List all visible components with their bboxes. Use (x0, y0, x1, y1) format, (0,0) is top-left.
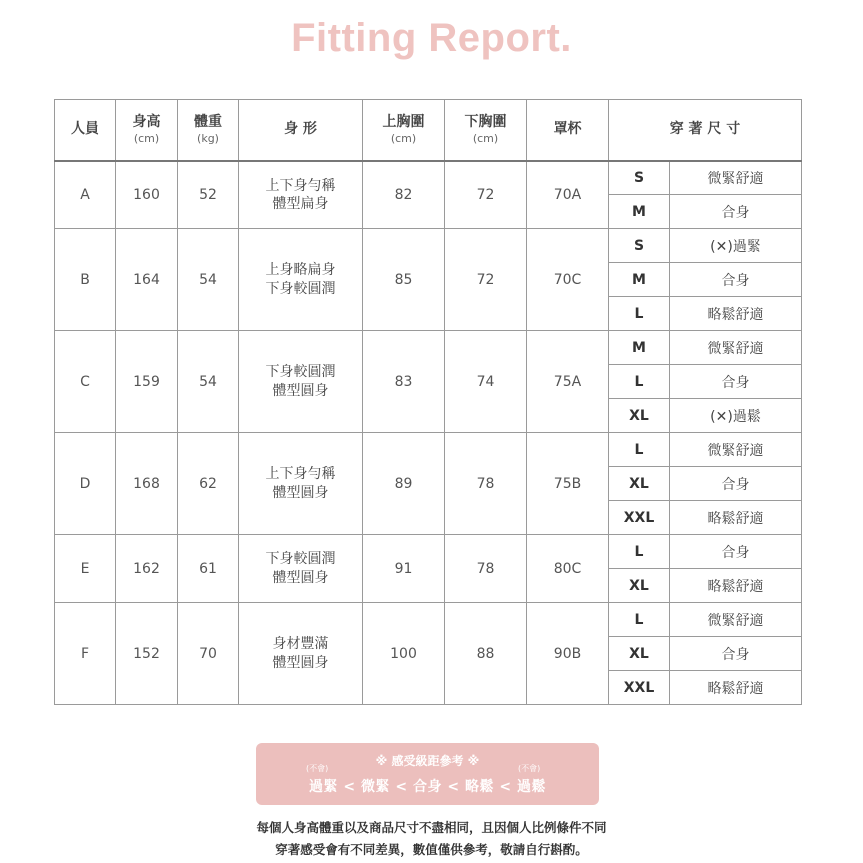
cell-weight: 54 (178, 331, 239, 433)
cell-fit-feel: 微緊舒適 (670, 161, 802, 195)
cell-weight: 54 (178, 229, 239, 331)
cell-fit-feel: 微緊舒適 (670, 331, 802, 365)
cell-height: 159 (116, 331, 178, 433)
body-shape-line: 下身較圓潤 (265, 551, 336, 568)
cell-weight: 61 (178, 535, 239, 603)
header-weight: 體重 (kg) (178, 100, 239, 161)
body-shape-line: 下身較圓潤 (265, 364, 336, 381)
cell-fit-feel: 合身 (670, 263, 802, 297)
legend-scale: 過緊 < 微緊 < 合身 < 略鬆 < 過鬆 (309, 779, 546, 795)
cell-person: F (55, 603, 116, 705)
page-title: Fitting Report. (291, 16, 572, 60)
header-lower-chest: 下胸圍 (cm) (445, 100, 527, 161)
body-shape-line: 體型圓身 (272, 484, 329, 501)
cell-weight: 52 (178, 161, 239, 229)
cell-fit-size: XL (609, 637, 670, 671)
cell-fit-size: S (609, 229, 670, 263)
cell-fit-feel: 合身 (670, 195, 802, 229)
cell-fit-size: L (609, 535, 670, 569)
cell-upper-chest: 100 (363, 603, 445, 705)
header-height: 身高 (cm) (116, 100, 178, 161)
cell-fit-feel: 合身 (670, 637, 802, 671)
cell-weight: 70 (178, 603, 239, 705)
cell-fit-size: XXL (609, 501, 670, 535)
cell-fit-size: M (609, 195, 670, 229)
cell-fit-feel: (✕)過鬆 (670, 399, 802, 433)
cell-person: A (55, 161, 116, 229)
table-row (55, 535, 802, 569)
table-row (55, 161, 802, 195)
legend-title: ※ 感受級距參考 ※ (375, 754, 480, 768)
cell-cup: 70C (527, 229, 609, 331)
legend-note-left: (不會) (306, 764, 329, 773)
cell-lower-chest: 72 (445, 229, 527, 331)
body-shape-line: 上身略扁身 (265, 262, 336, 279)
cell-body-shape (239, 603, 363, 705)
cell-height: 162 (116, 535, 178, 603)
cell-fit-feel: 合身 (670, 535, 802, 569)
body-shape-line: 身材豐滿 (272, 636, 329, 653)
table-body (55, 161, 802, 705)
body-shape-line: 下身較圓潤 (265, 280, 336, 297)
body-shape-line: 體型圓身 (272, 569, 329, 586)
cell-fit-feel: 微緊舒適 (670, 433, 802, 467)
fitting-report-table (54, 99, 802, 705)
body-shape-line: 上下身勻稱 (265, 177, 336, 194)
cell-cup: 70A (527, 161, 609, 229)
cell-fit-size: XL (609, 569, 670, 603)
cell-weight: 62 (178, 433, 239, 535)
cell-height: 168 (116, 433, 178, 535)
body-shape-line: 上下身勻稱 (265, 466, 336, 483)
cell-fit-feel: 合身 (670, 467, 802, 501)
cell-cup: 80C (527, 535, 609, 603)
cell-fit-size: S (609, 161, 670, 195)
cell-body-shape (239, 535, 363, 603)
body-shape-line: 體型扁身 (272, 195, 329, 212)
cell-lower-chest: 78 (445, 433, 527, 535)
legend-note-right: (不會) (518, 764, 541, 773)
cell-fit-size: L (609, 297, 670, 331)
cell-fit-size: M (609, 263, 670, 297)
cell-cup: 75A (527, 331, 609, 433)
header-person: 人員 (55, 100, 116, 161)
cell-fit-size: XL (609, 399, 670, 433)
cell-lower-chest: 88 (445, 603, 527, 705)
cell-height: 164 (116, 229, 178, 331)
cell-upper-chest: 85 (363, 229, 445, 331)
cell-height: 160 (116, 161, 178, 229)
cell-fit-size: L (609, 433, 670, 467)
cell-upper-chest: 91 (363, 535, 445, 603)
table-row (55, 433, 802, 467)
cell-body-shape (239, 161, 363, 229)
cell-fit-size: XL (609, 467, 670, 501)
table-row (55, 229, 802, 263)
feel-scale-legend (256, 743, 599, 805)
cell-fit-size: M (609, 331, 670, 365)
cell-person: C (55, 331, 116, 433)
cell-fit-feel: 略鬆舒適 (670, 671, 802, 705)
body-shape-line: 體型圓身 (272, 654, 329, 671)
cell-body-shape (239, 331, 363, 433)
cell-fit-size: L (609, 603, 670, 637)
cell-upper-chest: 89 (363, 433, 445, 535)
cell-fit-size: L (609, 365, 670, 399)
cell-person: B (55, 229, 116, 331)
footnote-line-2: 穿著感受會有不同差異，數值僅供參考，敬請自行斟酌。 (275, 842, 588, 857)
body-shape-line: 體型圓身 (272, 382, 329, 399)
cell-fit-feel: 合身 (670, 365, 802, 399)
cell-fit-feel: 略鬆舒適 (670, 501, 802, 535)
cell-upper-chest: 82 (363, 161, 445, 229)
cell-fit-feel: 略鬆舒適 (670, 297, 802, 331)
header-size: 穿 著 尺 寸 (609, 100, 802, 161)
cell-fit-size: XXL (609, 671, 670, 705)
cell-body-shape (239, 229, 363, 331)
cell-upper-chest: 83 (363, 331, 445, 433)
cell-lower-chest: 74 (445, 331, 527, 433)
cell-person: E (55, 535, 116, 603)
cell-fit-feel: 略鬆舒適 (670, 569, 802, 603)
cell-lower-chest: 78 (445, 535, 527, 603)
cell-fit-feel: 微緊舒適 (670, 603, 802, 637)
cell-cup: 90B (527, 603, 609, 705)
table-row (55, 603, 802, 637)
cell-person: D (55, 433, 116, 535)
footnote-line-1: 每個人身高體重以及商品尺寸不盡相同，且因個人比例條件不同 (256, 820, 607, 835)
header-upper-chest: 上胸圍 (cm) (363, 100, 445, 161)
table-row (55, 331, 802, 365)
header-shape: 身 形 (239, 100, 363, 161)
header-cup: 罩杯 (527, 100, 609, 161)
table-header-row (55, 100, 802, 161)
cell-fit-feel: (✕)過緊 (670, 229, 802, 263)
cell-cup: 75B (527, 433, 609, 535)
cell-lower-chest: 72 (445, 161, 527, 229)
cell-height: 152 (116, 603, 178, 705)
cell-body-shape (239, 433, 363, 535)
